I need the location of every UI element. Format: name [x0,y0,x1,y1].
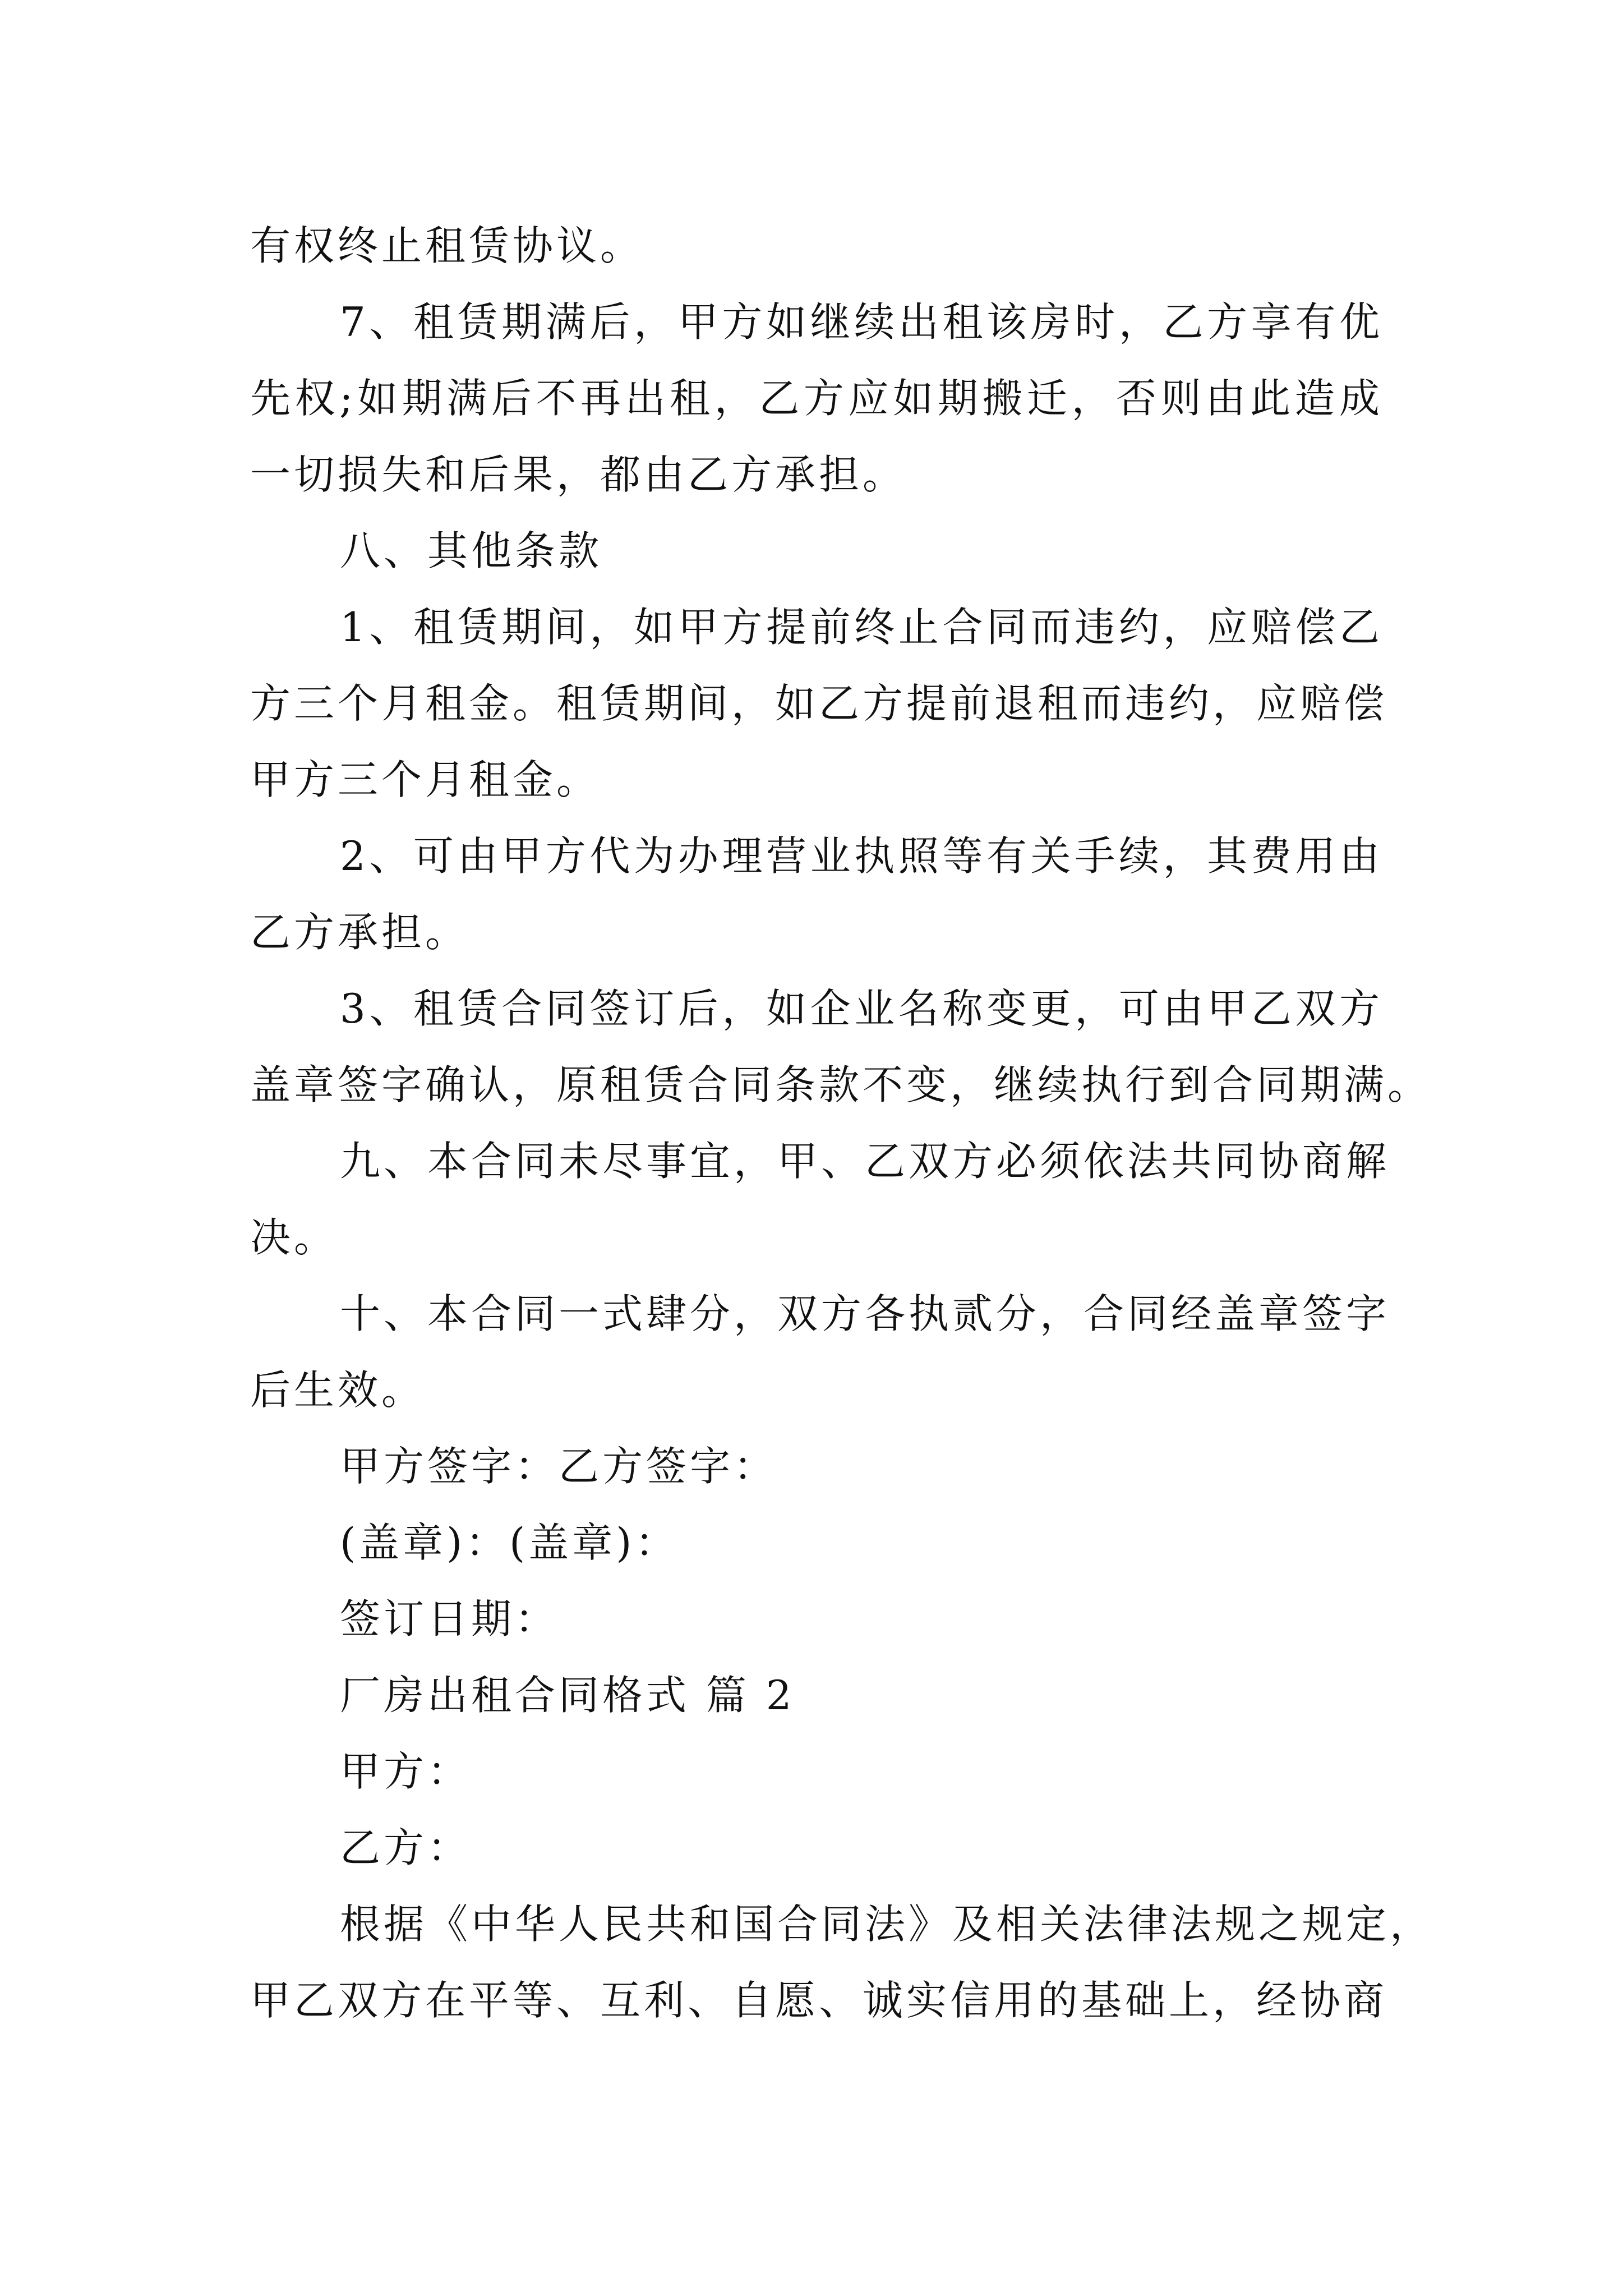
text-line: 1、租赁期间，如甲方提前终止合同而违约，应赔偿乙 [340,604,1383,651]
text-line: 十、本合同一式肆分，双方各执贰分，合同经盖章签字 [340,1290,1390,1337]
text-line: 先权;如期满后不再出租，乙方应如期搬迁，否则由此造成 [250,375,1383,422]
text-line: 2、可由甲方代为办理营业执照等有关手续，其费用由 [340,832,1383,880]
text-line: 决。 [250,1214,338,1261]
text-line: 甲方： [340,1748,472,1795]
text-line: 甲乙双方在平等、互利、自愿、诚实信用的基础上，经协商 [250,1977,1388,2024]
text-line: 甲方三个月租金。 [250,756,601,803]
text-line: 签订日期： [340,1595,559,1642]
text-line: 八、其他条款 [340,527,603,574]
text-line: 根据《中华人民共和国合同法》及相关法律法规之规定， [340,1901,1434,1948]
text-line: 乙方： [340,1824,472,1871]
text-line: 方三个月租金。租赁期间，如乙方提前退租而违约，应赔偿 [250,680,1388,727]
text-line: 甲方签字：乙方签字： [340,1443,778,1490]
text-line: (盖章)：(盖章)： [340,1519,679,1566]
text-line: 一切损失和后果，都由乙方承担。 [250,451,907,498]
text-line: 3、租赁合同签订后，如企业名称变更，可由甲乙双方 [340,985,1383,1032]
text-line: 盖章签字确认，原租赁合同条款不变，继续执行到合同期满。 [250,1061,1432,1108]
text-line: 后生效。 [250,1366,426,1414]
text-line: 7、租赁期满后，甲方如继续出租该房时，乙方享有优 [340,298,1383,346]
text-line: 有权终止租赁协议。 [250,222,644,269]
text-line: 乙方承担。 [250,909,469,956]
text-line: 九、本合同未尽事宜，甲、乙双方必须依法共同协商解 [340,1138,1390,1185]
text-line: 厂房出租合同格式 篇 2 [340,1672,795,1719]
document-body [250,208,1434,2039]
